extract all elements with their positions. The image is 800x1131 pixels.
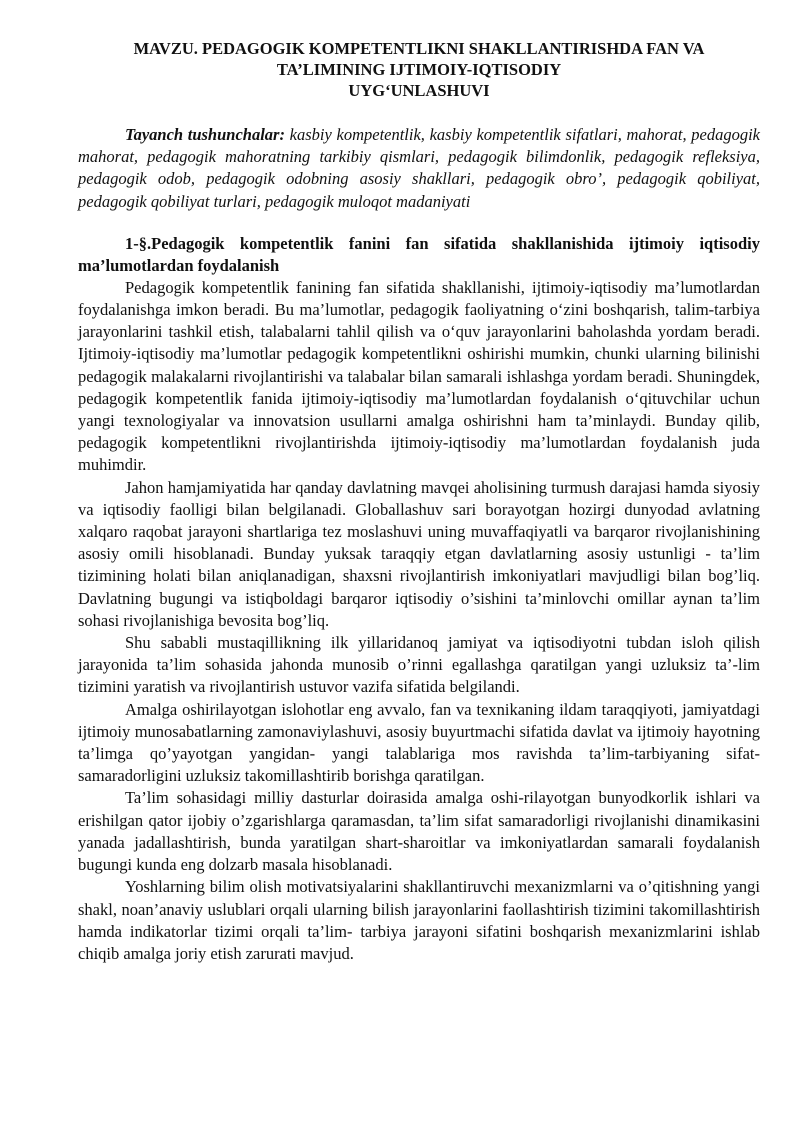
keywords-label: Tayanch tushunchalar: (125, 125, 285, 144)
body-paragraph: Amalga oshirilayotgan islohotlar eng avvalo, fan va texnikaning ildam taraqqiyoti, jamiyatdagi ijtimoiy munosabatlarning zamonaviylashuvi, asosiy buyurtmachi sifatida davlat va ijtimoiy hayotning ta’limga qo’yayotgan yangidan- yangi talablariga mos ravishda ta’lim-tarbiyaning sifat-samaradorligini uzluksiz takomillashtirib borishga qaratilgan. (78, 699, 760, 786)
body-paragraph: Jahon hamjamiyatida har qanday davlatning mavqei aholisining turmush darajasi hamda siyosiy va iqtisodiy faolligi bilan belgilanadi. Globallashuv sari borayotgan hozirgi dunyodad avlatning xalqaro raqobat jarayoni shartlariga tez moslashuvi uning muvaffaqiyatli va barqaror rivojlanishining asosiy omili hisoblanadi. Bunday yuksak taraqqiy etgan davlatlarning asosiy ustunligi - ta’lim tizimining holati bilan aniqlanadigan, shaxsni rivojlantirish imkoniyatlari mavjudligi bilan bog’liq. Davlatning bugungi va istiqboldagi barqaror iqtisodiy o’sishini ta’minlovchi omillar aynan ta’lim sohasi rivojlanishiga bevosita bog’liq. (78, 477, 760, 630)
body-paragraph: Pedagogik kompetentlik fanining fan sifatida shakllanishi, ijtimoiy-iqtisodiy ma’lumotlardan foydalanishga imkon beradi. Bu ma’lumotlar, pedagogik faoliyatning o‘zini boshqarish, talim-tarbiya jarayonlarini tashkil etish, talabalarni tahlil qilish va o‘quv jarayonlarini baholashda yordam beradi. Ijtimoiy-iqtisodiy ma’lumotlar pedagogik kompetentlikni oshirishi mumkin, chunki ularning bilinishi pedagogik malakalarni rivojlantirishi va talabalar bilan samarali ishlashga yordam beradi. Shuningdek, pedagogik kompetentlik fanida ijtimoiy-iqtisodiy ma’lumotlardan foydalanish o‘qituvchilar uchun yangi texnologiyalar va innovatsion usullarni amalga oshirishni ham ta’minlaydi. Bunday qilib, pedagogik kompetentlikni rivojlantirishda ijtimoiy-iqtisodiy ma’lumotlardan foydalanish juda muhimdir. (78, 277, 760, 475)
body-paragraph: Shu sababli mustaqillikning ilk yillaridanoq jamiyat va iqtisodiyotni tubdan isloh qilish jarayonida ta’lim sohasida jahonda munosib o’rinni egallashga qaratilgan yangi uzluksiz ta’-lim tizimini yaratish va rivojlantirish ustuvor vazifa sifatida belgilandi. (78, 633, 760, 697)
title-line-1: MAVZU. PEDAGOGIK KOMPETENTLIKNI SHAKLLANTIRISHDA FAN VA (133, 39, 705, 58)
body-paragraph: Ta’lim sohasidagi milliy dasturlar doirasida amalga oshi-rilayotgan bunyodkorlik ishlari va erishilgan qator ijobiy o’zgarishlarga qaramasdan, ta’lim sifat samaradorligi rivojlanishi dinamikasini yanada jadallashtirish, bunda yaratilgan shart-sharoitlar va imkoniyatlardan samarali foydalanish bugungi kunda eng dolzarb masala hisoblanadi. (78, 788, 760, 875)
title-line-2: TA’LIMINING IJTIMOIY-IQTISODIY (276, 60, 562, 79)
keywords-paragraph (78, 124, 760, 213)
page-title (78, 38, 760, 101)
title-line-3: UYG‘UNLASHUVI (348, 81, 490, 100)
keywords-text: kasbiy kompetentlik, kasbiy kompetentlik sifatlari, mahorat, pedagogik mahorat, pedagogik mahoratning tarkibiy qismlari, pedagogik bilimdonlik, pedagogik refleksiya, pedagogik odob, pedagogik odobning asosiy shakllari, pedagogik obro’, pedagogik qobiliyat, pedagogik qobiliyat turlari, pedagogik muloqot madaniyati (78, 125, 760, 211)
body-paragraph: Yoshlarning bilim olish motivatsiyalarini shakllantiruvchi mexanizmlarni va o’qitishning yangi shakl, noan’anaviy uslublari orqali ularning bilish jarayonlarini faollashtirish tizimini takomillashtirish hamda indikatorlar tizimi orqali ta’lim- tarbiya jarayoni sifatini boshqarish mexanizmlarini ishlab chiqib amalga joriy etish zarurati mavjud. (78, 877, 760, 963)
section-heading: 1-§.Pedagogik kompetentlik fanini fan sifatida shakllanishida ijtimoiy iqtisodiy ma’lumotlardan foydalanish (78, 233, 760, 275)
